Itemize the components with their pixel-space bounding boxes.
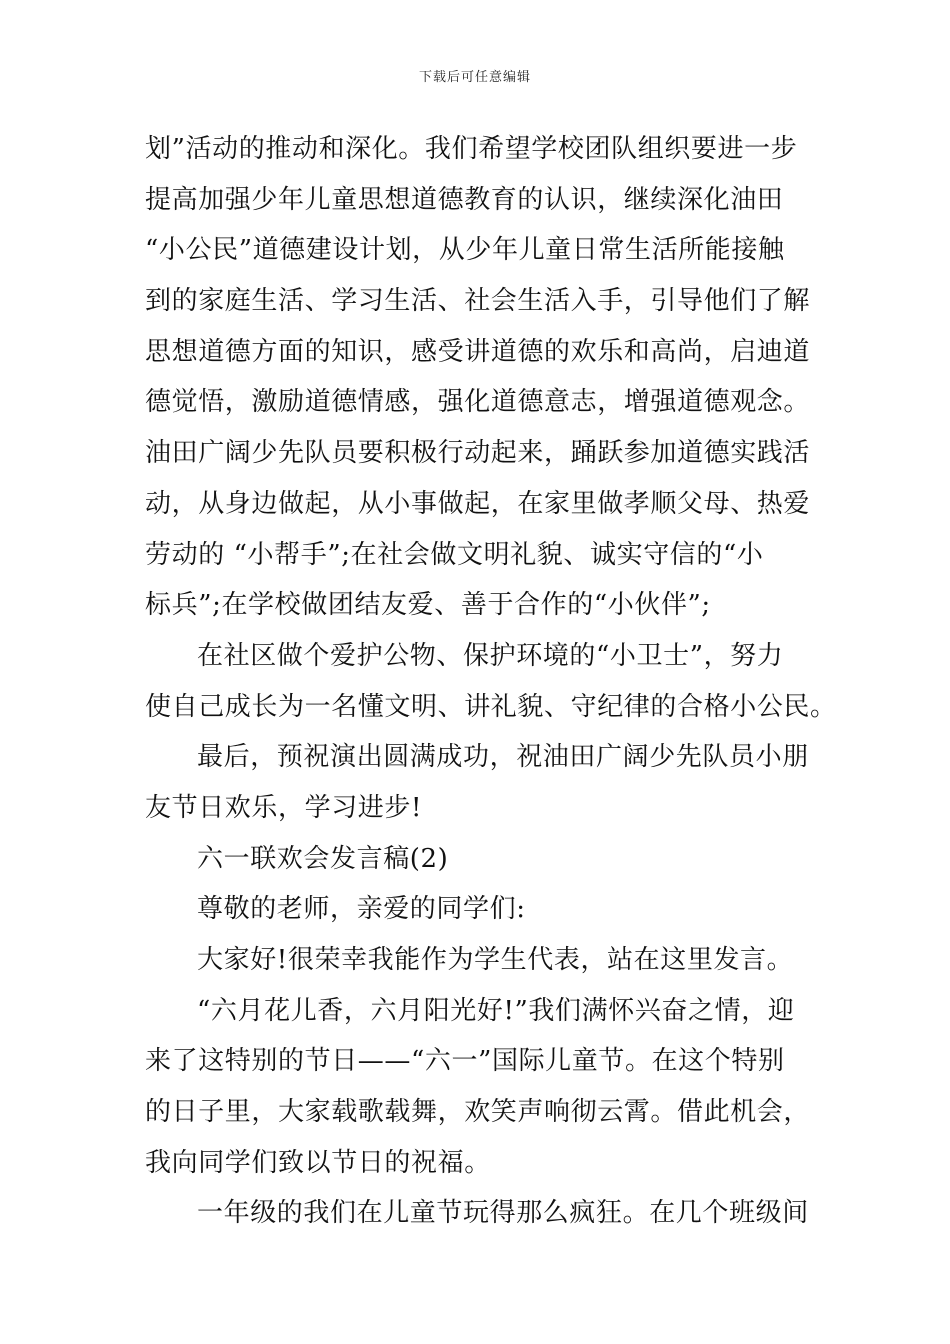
text-line: 劳动的 “小帮手”;在社会做文明礼貌、诚实守信的“小 [145,539,764,570]
text-line: 提高加强少年儿童思想道德教育的认识，继续深化油田 [145,184,784,215]
document-body [145,124,837,1239]
page-header: 下载后可任意编辑 [418,70,531,85]
text-line: 一年级的我们在儿童节玩得那么疯狂。在几个班级间 [197,1198,809,1229]
text-line: 标兵”;在学校做团结友爱、善于合作的“小伙伴”; [145,590,711,621]
text-line: 划”活动的推动和深化。我们希望学校团队组织要进一步 [145,134,798,164]
text-line: 我向同学们致以节日的祝福。 [145,1147,491,1178]
text-line: 到的家庭生活、学习生活、社会生活入手，引导他们了解 [145,286,811,317]
text-line: 动，从身边做起，从小事做起，在家里做孝顺父母、热爱 [145,488,811,519]
salutation: 尊敬的老师，亲爱的同学们: [197,894,526,925]
text-line: 大家好!很荣幸我能作为学生代表，站在这里发言。 [197,945,794,975]
text-line: 油田广阔少先队员要积极行动起来，踊跃参加道德实践活 [145,438,811,469]
text-line: 来了这特别的节日——“六一”国际儿童节。在这个特别 [145,1046,785,1077]
text-line: 使自己成长为一名懂文明、讲礼貌、守纪律的合格小公民。 [145,691,837,722]
text-line: 德觉悟，激励道德情感，强化道德意志，增强道德观念。 [145,387,811,418]
section-heading: 六一联欢会发言稿(2) [197,843,449,874]
text-line: 的日子里，大家载歌载舞，欢笑声响彻云霄。借此机会， [145,1097,811,1128]
text-line: 在社区做个爱护公物、保护环境的“小卫士”，努力 [197,640,784,671]
text-line: “六月花儿香，六月阳光好!”我们满怀兴奋之情，迎 [197,995,795,1026]
text-line: 最后，预祝演出圆满成功，祝油田广阔少先队员小朋 [197,742,809,773]
text-line: 思想道德方面的知识，感受讲道德的欢乐和高尚，启迪道 [145,336,811,367]
text-line: 友节日欢乐，学习进步! [145,792,423,823]
text-line: “小公民”道德建设计划，从少年儿童日常生活所能接触 [145,235,785,266]
